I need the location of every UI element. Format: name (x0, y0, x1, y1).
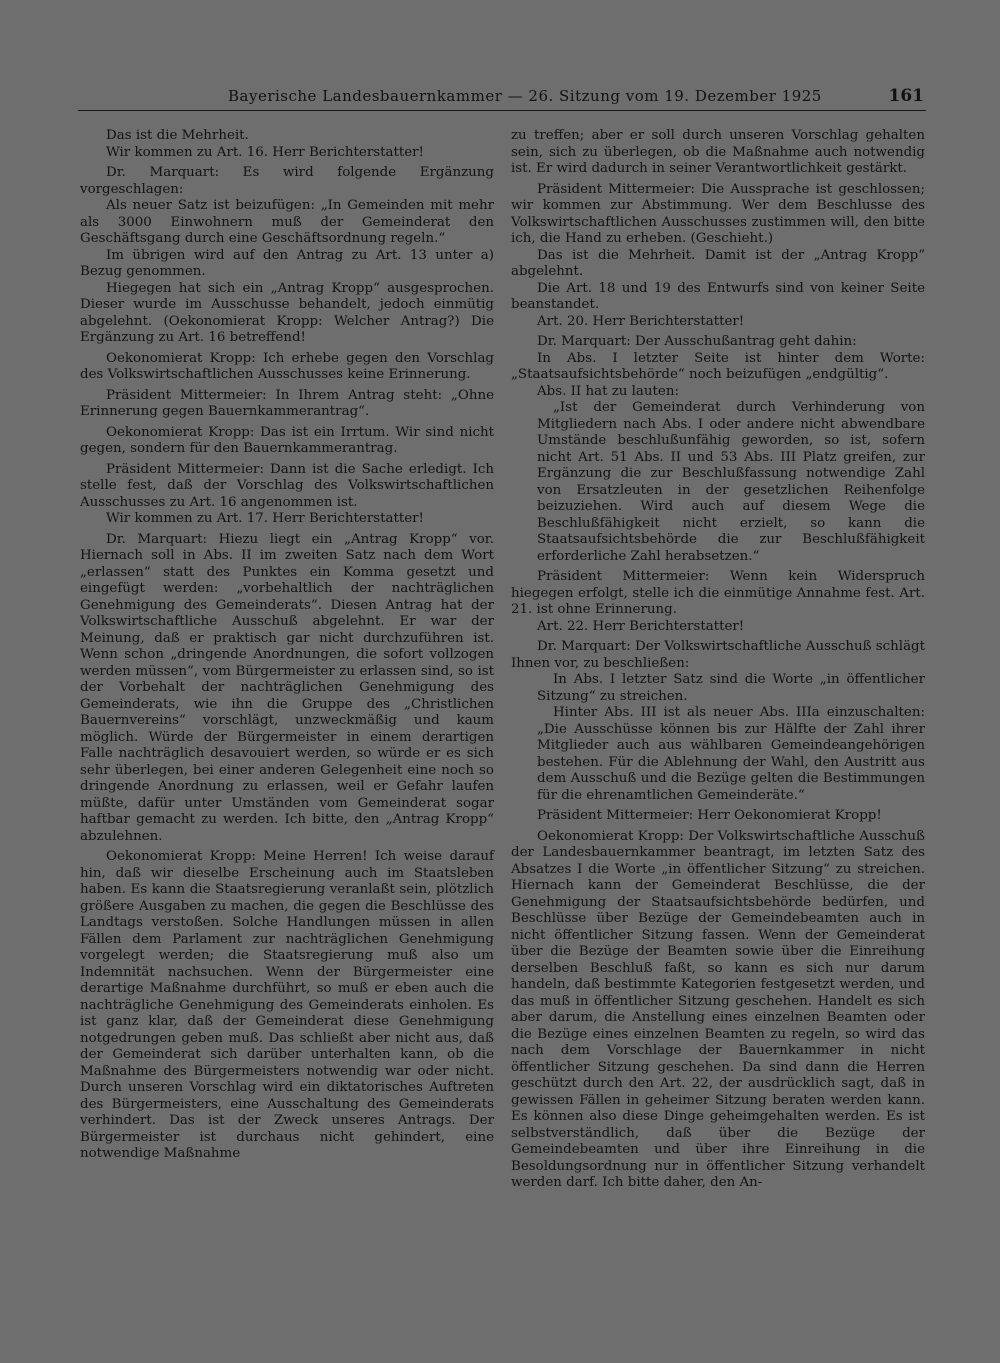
paragraph: Abs. II hat zu lauten: (537, 383, 679, 399)
paragraph: Die Art. 18 und 19 des Entwurfs sind von keiner Seite beanstandet. (511, 280, 925, 312)
paragraph: Dr. Marquart: Hiezu liegt ein „Antrag Kropp“ vor. Hiernach soll in Abs. II im zweiten Satz nach dem Wort „erlassen“ statt des Punktes ein Komma gesetzt und eingefügt werden: „vorbehaltlich der nachträglichen Genehmigung des Gemeinderats“. Diesen Antrag hat der Volkswirtschaftliche Ausschuß abgelehnt. Er war der Meinung, daß er praktisch gar nicht durchzuführen ist. Wenn schon „dringende Anordnungen, die sofort vollzogen werden müssen“, vom Bürgermeister zu erlassen sind, so ist der Vorbehalt der nachträglichen Genehmigung des Gemeinderats, wie ihn die Gruppe des „Christlichen Bauernvereins“ vorschlägt, unzweckmäßig und kaum möglich. Würde der Bürgermeister in einem derartigen Falle nachträglich desavouiert werden, so würde er es sich sehr überlegen, bei einer anderen Gelegenheit eine noch so dringende Anordnung zu erlassen, weil er Gefahr laufen müßte, dafür unter Umständen vom Gemeinderat sogar haftbar gemacht zu werden. Ich bitte, den „Antrag Kropp“ abzulehnen. (80, 531, 494, 844)
paragraph: Art. 22. Herr Berichterstatter! (537, 618, 745, 634)
page-header (78, 84, 926, 111)
paragraph: zu treffen; aber er soll durch unseren Vorschlag gehalten sein, sich zu überlegen, ob die Maßnahme auch notwendig ist. Er wird dadurch in seiner Verantwortlichkeit gestärkt. (511, 128, 925, 176)
paragraph: Hiegegen hat sich ein „Antrag Kropp“ ausgesprochen. Dieser wurde im Ausschusse behandelt, jedoch einmütig abgelehnt. (Oekonomierat Kropp: Welcher Antrag?) Die Ergänzung zu Art. 16 betreffend! (80, 280, 494, 345)
paragraph: Oekonomierat Kropp: Meine Herren! Ich weise darauf hin, daß wir dieselbe Erscheinung auch im Staatsleben haben. Es kann die Staatsregierung veranlaßt sein, plötzlich größere Ausgaben zu machen, die gegen die Beschlüsse des Landtags verstoßen. Solche Handlungen müssen in allen Fällen dem Parlament zur nachträglichen Genehmigung vorgelegt werden; die Staatsregierung muß also um Indemnität nachsuchen. Wenn der Bürgermeister eine derartige Maßnahme durchführt, so muß er eben auch die nachträgliche Genehmigung des Gemeinderats einholen. Es ist ganz klar, daß der Gemeinderat diese Genehmigung notgedrungen geben muß. Das schließt aber nicht aus, daß der Gemeinderat sich darüber unterhalten kann, ob die Maßnahme des Bürgermeisters notwendig war oder nicht. Durch unseren Vorschlag wird ein diktatorisches Auftreten des Bürgermeisters, eine Ausschaltung des Gemeinderats verhindert. Das ist der Zweck unseres Antrags. Der Bürgermeister ist durchaus nicht gehindert, eine notwendige Maßnahme (80, 849, 494, 1161)
paragraph: Präsident Mittermeier: Wenn kein Widerspruch hiegegen erfolgt, stelle ich die einmütige Annahme fest. Art. 21. ist ohne Erinnerung. (511, 569, 925, 617)
paragraph: Dr. Marquart: Der Volkswirtschaftliche Ausschuß schlägt Ihnen vor, zu beschließen: (511, 639, 926, 671)
paragraph: Wir kommen zu Art. 16. Herr Berichterstatter! (106, 144, 424, 160)
right-column (511, 128, 925, 1192)
paragraph: In Abs. I letzter Seite ist hinter dem Worte: „Staatsaufsichtsbehörde“ noch beizufügen „endgültig“. (511, 350, 925, 382)
paragraph: Oekonomierat Kropp: Das ist ein Irrtum. Wir sind nicht gegen, sondern für den Bauernkammerantrag. (80, 424, 494, 456)
paragraph: Oekonomierat Kropp: Ich erhebe gegen den Vorschlag des Volkswirtschaftlichen Ausschusses keine Erinnerung. (80, 350, 494, 382)
paragraph: Das ist die Mehrheit. (106, 128, 249, 143)
paragraph: Präsident Mittermeier: Dann ist die Sache erledigt. Ich stelle fest, daß der Vorschlag des Volkswirtschaftlichen Ausschusses zu Art. 16 angenommen ist. (80, 461, 494, 510)
paragraph: Dr. Marquart: Der Ausschußantrag geht dahin: (537, 334, 857, 349)
paragraph: In Abs. I letzter Satz sind die Worte „in öffentlicher Sitzung“ zu streichen. (537, 672, 925, 704)
paragraph: Oekonomierat Kropp: Der Volkswirtschaftliche Ausschuß der Landesbauernkammer beantragt, im letzten Satz des Absatzes I die Worte „in öffentlicher Sitzung“ zu streichen. Hiernach kann der Gemeinderat Beschlüsse, die der Genehmigung der Staatsaufsichtsbehörde bedürfen, und Beschlüsse über Bezüge der Gemeindebeamten auch in nicht öffentlicher Sitzung fassen. Wenn der Gemeinderat über die Bezüge der Beamten sowie über die Einreihung derselben Beschluß faßt, so kann es sich nur darum handeln, daß bestimmte Kategorien festgesetzt werden, und das muß in öffentlicher Sitzung geschehen. Handelt es sich aber darum, die Anstellung eines einzelnen Beamten oder die Bezüge eines einzelnen Beamten zu regeln, so wird das nach dem Vorschlage der Bauernkammer in nicht öffentlicher Sitzung geschehen. Da sind dann die Herren geschützt durch den Art. 22, der ausdrücklich sagt, daß in gewissen Fällen in geheimer Sitzung beraten werden kann. Es können also diese Dinge geheimgehalten werden. Es ist selbstverständlich, daß über die Bezüge der Gemeindebeamten und über ihre Einreihung in die Besoldungsordnung nur in öffentlicher Sitzung verhandelt werden darf. Ich bitte daher, den An- (511, 828, 925, 1190)
paragraph: Wir kommen zu Art. 17. Herr Berichterstatter! (106, 511, 424, 526)
page-number: 161 (888, 86, 924, 106)
paragraph: Präsident Mittermeier: In Ihrem Antrag steht: „Ohne Erinnerung gegen Bauernkammerantrag“. (80, 387, 494, 419)
running-head: Bayerische Landesbauernkammer — 26. Sitzung vom 19. Dezember 1925 (228, 87, 822, 105)
paragraph: Präsident Mittermeier: Herr Oekonomierat Kropp! (537, 808, 882, 823)
paragraph: Das ist die Mehrheit. Damit ist der „Antrag Kropp“ abgelehnt. (511, 247, 925, 279)
quoted-paragraph: „Ist der Gemeinderat durch Verhinderung von Mitgliedern nach Abs. I oder andere nicht abwendbare Umstände beschlußunfähig geworden, so ist, sofern nicht Art. 51 Abs. II und 53 Abs. III Platz greifen, zur Ergänzung die zur Beschlußfassung notwendige Zahl von Ersatzleuten in der gesetzlichen Reihenfolge beizuziehen. Wird auch auf diesem Wege die Beschlußfähigkeit nicht erzielt, so kann die Staatsaufsichtsbehörde die zur Beschlußfähigkeit erforderliche Zahl herabsetzen.“ (537, 400, 925, 564)
paragraph: Art. 20. Herr Berichterstatter! (537, 313, 745, 329)
quoted-paragraph: Hinter Abs. III ist als neuer Abs. IIIa einzuschalten: „Die Ausschüsse können bis zur Hälfte der Zahl ihrer Mitglieder auch aus wählbaren Gemeindeangehörigen bestehen. Für die Ablehnung der Wahl, den Austritt aus dem Ausschuß und die Bezüge gelten die Bestimmungen für die ehrenamtlichen Gemeinderäte.“ (537, 705, 925, 803)
paragraph: Präsident Mittermeier: Die Aussprache ist geschlossen; wir kommen zur Abstimmung. Wer dem Beschlusse des Volkswirtschaftlichen Ausschusses zustimmen will, den bitte ich, die Hand zu erheben. (Geschieht.) (511, 181, 925, 246)
left-column (80, 128, 494, 1163)
paragraph: Dr. Marquart: Es wird folgende Ergänzung vorgeschlagen: (80, 165, 494, 197)
paragraph: Im übrigen wird auf den Antrag zu Art. 13 unter a) Bezug genommen. (80, 247, 494, 279)
paragraph: Als neuer Satz ist beizufügen: „In Gemeinden mit mehr als 3000 Einwohnern muß der Gemeinderat den Geschäftsgang durch eine Geschäftsordnung regeln.“ (80, 198, 494, 246)
